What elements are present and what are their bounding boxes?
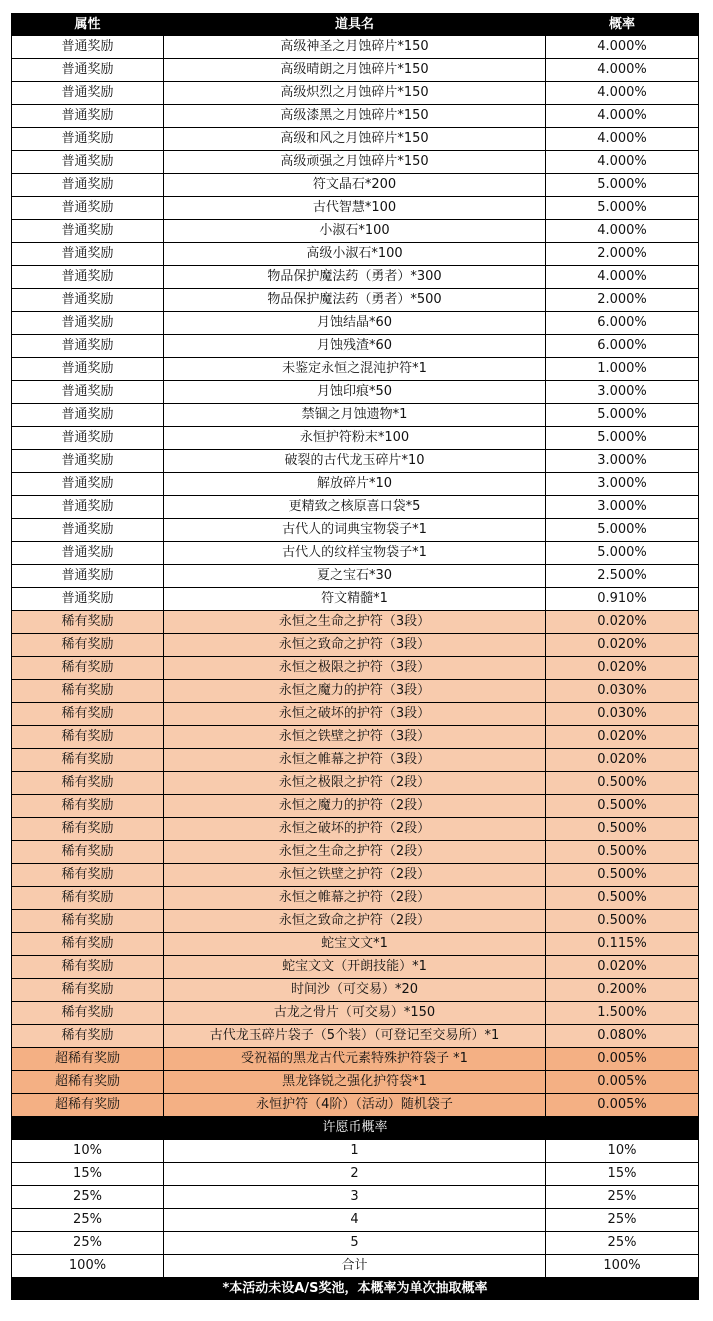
table-row [12, 542, 699, 565]
row-probability: 1.500% [546, 1002, 699, 1025]
wish-rate-left: 25% [12, 1232, 164, 1255]
row-item-name: 古代人的词典宝物袋子*1 [164, 519, 546, 542]
row-probability: 2.500% [546, 565, 699, 588]
table-row [12, 726, 699, 749]
wish-count: 1 [164, 1140, 546, 1163]
table-row [12, 404, 699, 427]
row-probability: 0.500% [546, 864, 699, 887]
row-probability: 0.500% [546, 818, 699, 841]
row-item-name: 永恒之破坏的护符（2段） [164, 818, 546, 841]
row-probability: 4.000% [546, 266, 699, 289]
row-probability: 5.000% [546, 404, 699, 427]
row-probability: 3.000% [546, 450, 699, 473]
row-item-name: 受祝福的黑龙古代元素特殊护符袋子 *1 [164, 1048, 546, 1071]
row-probability: 0.005% [546, 1094, 699, 1117]
row-attribute: 普通奖励 [12, 151, 164, 174]
row-probability: 2.000% [546, 289, 699, 312]
row-probability: 4.000% [546, 151, 699, 174]
row-item-name: 高级漆黑之月蚀碎片*150 [164, 105, 546, 128]
table-row [12, 933, 699, 956]
row-attribute: 稀有奖励 [12, 956, 164, 979]
wish-count: 合计 [164, 1255, 546, 1278]
table-row [12, 1048, 699, 1071]
row-attribute: 超稀有奖励 [12, 1094, 164, 1117]
row-attribute: 普通奖励 [12, 197, 164, 220]
table-row [12, 36, 699, 59]
row-probability: 0.030% [546, 680, 699, 703]
table-row [12, 588, 699, 611]
row-item-name: 高级和风之月蚀碎片*150 [164, 128, 546, 151]
row-attribute: 稀有奖励 [12, 979, 164, 1002]
table-row [12, 82, 699, 105]
row-item-name: 更精致之核原喜口袋*5 [164, 496, 546, 519]
row-item-name: 未鉴定永恒之混沌护符*1 [164, 358, 546, 381]
wish-section-title: 许愿币概率 [12, 1117, 699, 1140]
row-attribute: 稀有奖励 [12, 818, 164, 841]
row-probability: 3.000% [546, 473, 699, 496]
wish-rate-right: 10% [546, 1140, 699, 1163]
row-probability: 0.500% [546, 795, 699, 818]
row-attribute: 普通奖励 [12, 243, 164, 266]
table-row [12, 795, 699, 818]
row-attribute: 普通奖励 [12, 427, 164, 450]
row-item-name: 永恒护符（4阶）（活动）随机袋子 [164, 1094, 546, 1117]
row-item-name: 永恒之帷幕之护符（3段） [164, 749, 546, 772]
row-attribute: 普通奖励 [12, 496, 164, 519]
row-attribute: 普通奖励 [12, 174, 164, 197]
row-probability: 3.000% [546, 496, 699, 519]
row-probability: 0.020% [546, 657, 699, 680]
row-attribute: 普通奖励 [12, 82, 164, 105]
row-attribute: 超稀有奖励 [12, 1048, 164, 1071]
row-attribute: 普通奖励 [12, 450, 164, 473]
row-probability: 0.080% [546, 1025, 699, 1048]
wish-row [12, 1163, 699, 1186]
row-attribute: 普通奖励 [12, 381, 164, 404]
table-row [12, 427, 699, 450]
row-item-name: 古龙之骨片（可交易）*150 [164, 1002, 546, 1025]
row-attribute: 稀有奖励 [12, 680, 164, 703]
row-item-name: 物品保护魔法药（勇者）*300 [164, 266, 546, 289]
row-attribute: 普通奖励 [12, 404, 164, 427]
row-item-name: 符文晶石*200 [164, 174, 546, 197]
row-probability: 0.005% [546, 1071, 699, 1094]
row-attribute: 普通奖励 [12, 542, 164, 565]
row-attribute: 普通奖励 [12, 565, 164, 588]
row-attribute: 稀有奖励 [12, 887, 164, 910]
row-probability: 0.020% [546, 634, 699, 657]
row-attribute: 普通奖励 [12, 128, 164, 151]
row-item-name: 永恒之破坏的护符（3段） [164, 703, 546, 726]
row-attribute: 稀有奖励 [12, 841, 164, 864]
row-attribute: 普通奖励 [12, 335, 164, 358]
row-probability: 5.000% [546, 519, 699, 542]
wish-rate-left: 10% [12, 1140, 164, 1163]
table-row [12, 956, 699, 979]
row-probability: 5.000% [546, 427, 699, 450]
row-item-name: 永恒之铁壁之护符（3段） [164, 726, 546, 749]
header-attribute: 属性 [12, 14, 164, 36]
row-attribute: 普通奖励 [12, 588, 164, 611]
wish-rate-right: 25% [546, 1232, 699, 1255]
row-probability: 0.005% [546, 1048, 699, 1071]
wish-rate-right: 15% [546, 1163, 699, 1186]
row-item-name: 永恒之铁壁之护符（2段） [164, 864, 546, 887]
row-item-name: 黑龙锋锐之强化护符袋*1 [164, 1071, 546, 1094]
wish-row [12, 1186, 699, 1209]
row-item-name: 解放碎片*10 [164, 473, 546, 496]
footer-row [12, 1278, 699, 1300]
row-attribute: 普通奖励 [12, 358, 164, 381]
wish-row [12, 1140, 699, 1163]
row-attribute: 普通奖励 [12, 312, 164, 335]
row-item-name: 永恒护符粉末*100 [164, 427, 546, 450]
table-row [12, 59, 699, 82]
row-probability: 6.000% [546, 312, 699, 335]
table-row [12, 220, 699, 243]
row-probability: 4.000% [546, 36, 699, 59]
row-item-name: 禁锢之月蚀遗物*1 [164, 404, 546, 427]
wish-count: 5 [164, 1232, 546, 1255]
row-item-name: 永恒之帷幕之护符（2段） [164, 887, 546, 910]
row-probability: 0.500% [546, 887, 699, 910]
row-probability: 2.000% [546, 243, 699, 266]
row-item-name: 古代人的纹样宝物袋子*1 [164, 542, 546, 565]
row-probability: 0.020% [546, 726, 699, 749]
row-attribute: 稀有奖励 [12, 1002, 164, 1025]
row-probability: 0.115% [546, 933, 699, 956]
wish-row [12, 1209, 699, 1232]
table-row [12, 197, 699, 220]
row-item-name: 符文精髓*1 [164, 588, 546, 611]
row-probability: 4.000% [546, 128, 699, 151]
row-attribute: 超稀有奖励 [12, 1071, 164, 1094]
row-attribute: 稀有奖励 [12, 1025, 164, 1048]
row-attribute: 普通奖励 [12, 59, 164, 82]
row-item-name: 高级炽烈之月蚀碎片*150 [164, 82, 546, 105]
row-item-name: 高级晴朗之月蚀碎片*150 [164, 59, 546, 82]
table-row [12, 703, 699, 726]
table-row [12, 611, 699, 634]
table-row [12, 381, 699, 404]
row-item-name: 永恒之生命之护符（2段） [164, 841, 546, 864]
reward-rows [12, 36, 699, 1117]
row-attribute: 稀有奖励 [12, 611, 164, 634]
table-row [12, 243, 699, 266]
row-attribute: 稀有奖励 [12, 910, 164, 933]
row-probability: 0.910% [546, 588, 699, 611]
row-probability: 0.020% [546, 611, 699, 634]
row-item-name: 破裂的古代龙玉碎片*10 [164, 450, 546, 473]
row-probability: 4.000% [546, 82, 699, 105]
table-row [12, 749, 699, 772]
wish-rate-left: 15% [12, 1163, 164, 1186]
table-row [12, 1002, 699, 1025]
row-probability: 4.000% [546, 220, 699, 243]
wish-rate-right: 25% [546, 1209, 699, 1232]
footer-note: *本活动未设A/S奖池，本概率为单次抽取概率 [12, 1278, 699, 1300]
table-row [12, 473, 699, 496]
table-row [12, 496, 699, 519]
row-item-name: 月蚀残渣*60 [164, 335, 546, 358]
table-row [12, 450, 699, 473]
row-attribute: 稀有奖励 [12, 933, 164, 956]
wish-count: 4 [164, 1209, 546, 1232]
wish-rate-right: 100% [546, 1255, 699, 1278]
row-item-name: 古代龙玉碎片袋子（5个装）（可登记至交易所）*1 [164, 1025, 546, 1048]
row-item-name: 小淑石*100 [164, 220, 546, 243]
row-attribute: 普通奖励 [12, 105, 164, 128]
row-item-name: 永恒之魔力的护符（3段） [164, 680, 546, 703]
row-attribute: 普通奖励 [12, 289, 164, 312]
row-attribute: 稀有奖励 [12, 864, 164, 887]
row-attribute: 普通奖励 [12, 473, 164, 496]
wish-row [12, 1232, 699, 1255]
table-row [12, 289, 699, 312]
table-row [12, 358, 699, 381]
row-item-name: 夏之宝石*30 [164, 565, 546, 588]
row-item-name: 永恒之生命之护符（3段） [164, 611, 546, 634]
table-row [12, 312, 699, 335]
table-row [12, 174, 699, 197]
table-row [12, 680, 699, 703]
row-probability: 3.000% [546, 381, 699, 404]
row-item-name: 高级顽强之月蚀碎片*150 [164, 151, 546, 174]
wish-row [12, 1255, 699, 1278]
wish-count: 3 [164, 1186, 546, 1209]
row-item-name: 永恒之极限之护符（2段） [164, 772, 546, 795]
table-row [12, 335, 699, 358]
row-item-name: 月蚀结晶*60 [164, 312, 546, 335]
row-attribute: 稀有奖励 [12, 657, 164, 680]
row-item-name: 永恒之致命之护符（2段） [164, 910, 546, 933]
row-item-name: 高级神圣之月蚀碎片*150 [164, 36, 546, 59]
wish-rate-left: 25% [12, 1186, 164, 1209]
table-row [12, 151, 699, 174]
row-item-name: 时间沙（可交易）*20 [164, 979, 546, 1002]
row-probability: 5.000% [546, 197, 699, 220]
row-probability: 5.000% [546, 174, 699, 197]
row-probability: 0.030% [546, 703, 699, 726]
row-probability: 0.500% [546, 841, 699, 864]
probability-sheet [11, 13, 698, 1300]
row-probability: 4.000% [546, 59, 699, 82]
row-item-name: 古代智慧*100 [164, 197, 546, 220]
row-attribute: 普通奖励 [12, 36, 164, 59]
row-probability: 6.000% [546, 335, 699, 358]
wish-rate-left: 25% [12, 1209, 164, 1232]
row-item-name: 蛇宝文文*1 [164, 933, 546, 956]
row-probability: 0.500% [546, 910, 699, 933]
table-row [12, 266, 699, 289]
row-probability: 1.000% [546, 358, 699, 381]
table-row [12, 519, 699, 542]
header-item-name: 道具名 [164, 14, 546, 36]
row-attribute: 稀有奖励 [12, 749, 164, 772]
row-item-name: 高级小淑石*100 [164, 243, 546, 266]
row-item-name: 永恒之魔力的护符（2段） [164, 795, 546, 818]
row-item-name: 物品保护魔法药（勇者）*500 [164, 289, 546, 312]
row-probability: 5.000% [546, 542, 699, 565]
wish-section [12, 1117, 699, 1140]
row-attribute: 普通奖励 [12, 519, 164, 542]
table-row [12, 105, 699, 128]
table-row [12, 979, 699, 1002]
row-item-name: 月蚀印痕*50 [164, 381, 546, 404]
row-probability: 0.020% [546, 749, 699, 772]
table-row [12, 887, 699, 910]
wish-section-header [12, 1117, 699, 1140]
header-probability: 概率 [546, 14, 699, 36]
table-row [12, 772, 699, 795]
row-item-name: 永恒之极限之护符（3段） [164, 657, 546, 680]
row-attribute: 稀有奖励 [12, 795, 164, 818]
table-row [12, 1094, 699, 1117]
table-row [12, 818, 699, 841]
table-row [12, 910, 699, 933]
row-probability: 0.500% [546, 772, 699, 795]
probability-table [11, 13, 699, 1300]
row-attribute: 稀有奖励 [12, 634, 164, 657]
row-probability: 0.020% [546, 956, 699, 979]
table-row [12, 864, 699, 887]
header-row [12, 14, 699, 36]
row-item-name: 蛇宝文文（开朗技能）*1 [164, 956, 546, 979]
row-attribute: 稀有奖励 [12, 772, 164, 795]
row-attribute: 稀有奖励 [12, 703, 164, 726]
table-row [12, 634, 699, 657]
table-row [12, 565, 699, 588]
table-row [12, 1071, 699, 1094]
wish-rate-right: 25% [546, 1186, 699, 1209]
table-row [12, 1025, 699, 1048]
wish-rate-left: 100% [12, 1255, 164, 1278]
row-probability: 4.000% [546, 105, 699, 128]
row-probability: 0.200% [546, 979, 699, 1002]
wish-count: 2 [164, 1163, 546, 1186]
table-row [12, 657, 699, 680]
table-row [12, 128, 699, 151]
row-attribute: 普通奖励 [12, 220, 164, 243]
table-row [12, 841, 699, 864]
row-item-name: 永恒之致命之护符（3段） [164, 634, 546, 657]
wish-rows [12, 1140, 699, 1278]
row-attribute: 稀有奖励 [12, 726, 164, 749]
row-attribute: 普通奖励 [12, 266, 164, 289]
